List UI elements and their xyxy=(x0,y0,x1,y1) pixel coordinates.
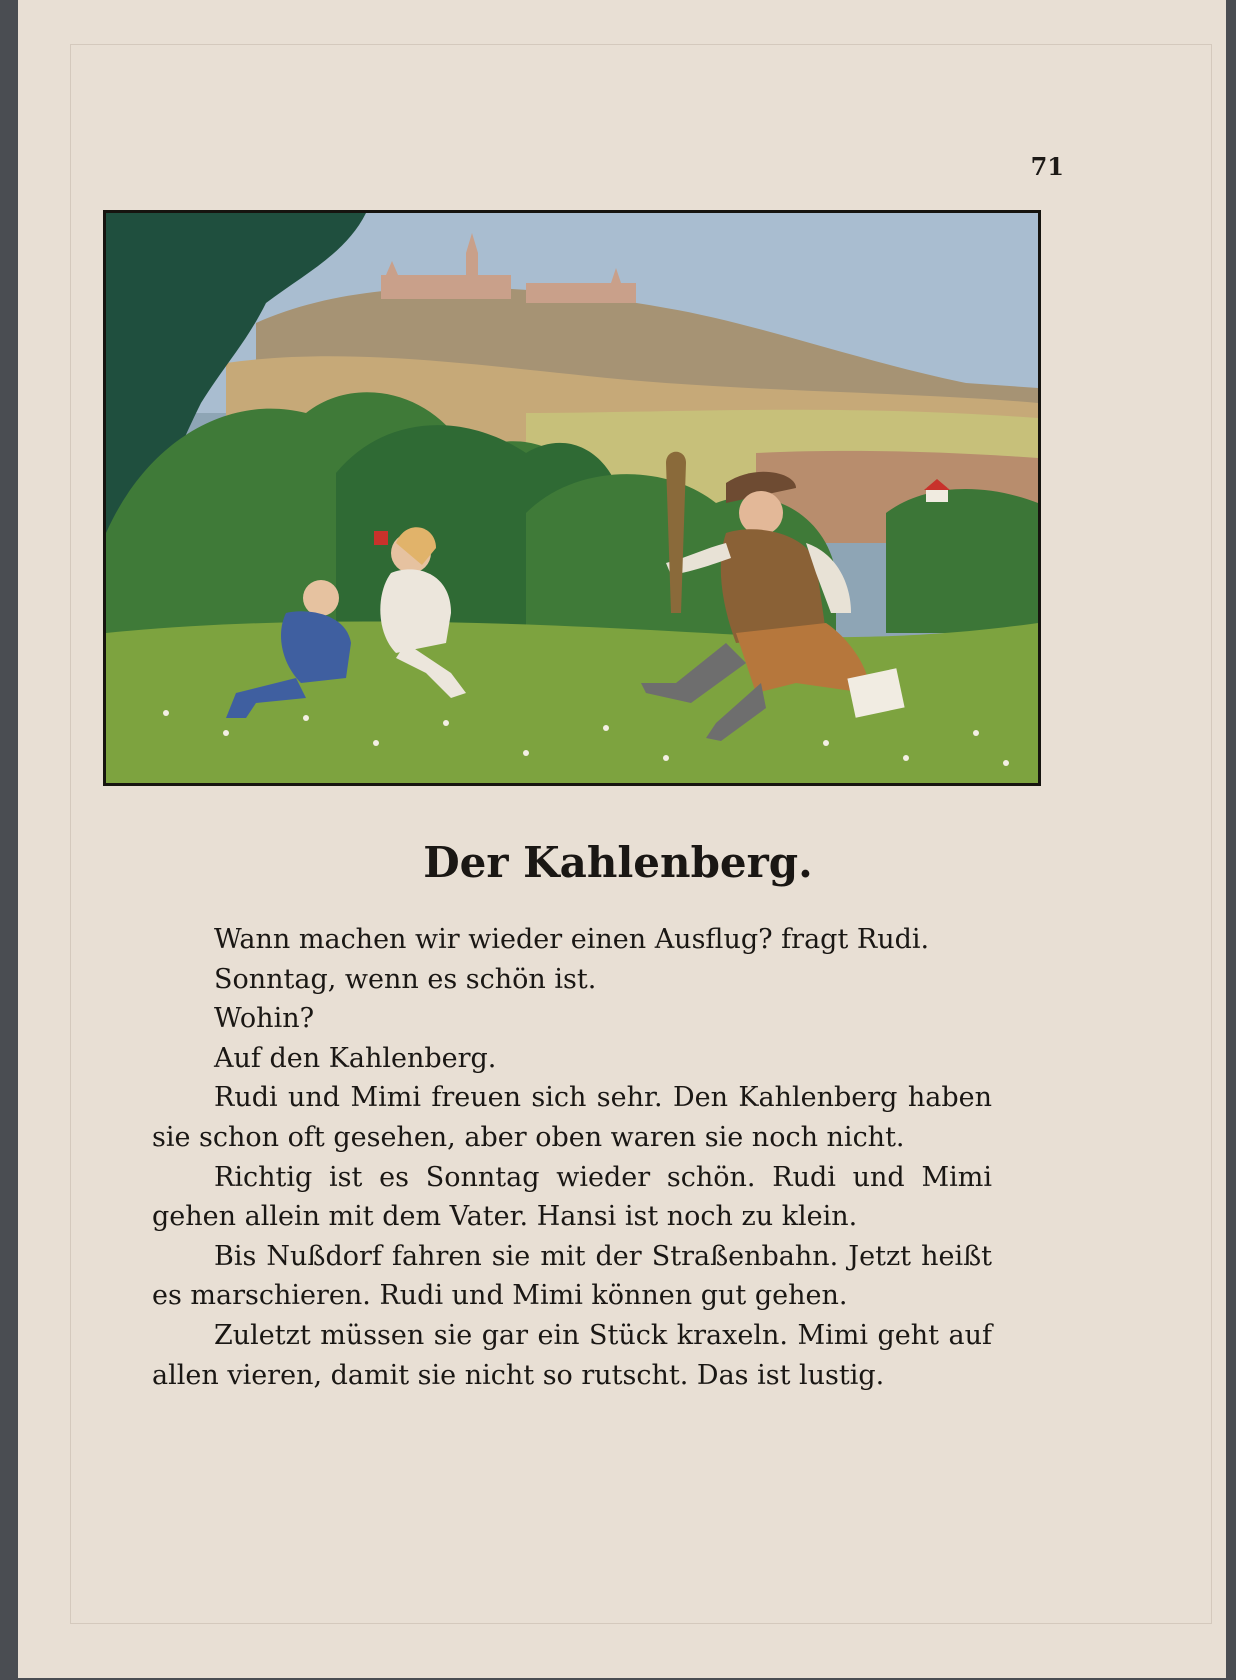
text-line: gehen allein mit dem Vater. Hansi ist noch zu klein. xyxy=(152,1201,858,1233)
article-title: Der Kahlenberg. xyxy=(423,838,813,887)
text-line: Wann machen wir wieder einen Ausflug? fragt Rudi. xyxy=(214,924,930,955)
text-line: Wohin? xyxy=(214,1003,315,1035)
text-line: Auf den Kahlenberg. xyxy=(214,1042,497,1074)
text-line: Rudi und Mimi freuen sich sehr. Den Kahlenberg haben xyxy=(214,1082,992,1114)
text-line: Sonntag, wenn es schön ist. xyxy=(214,963,597,995)
landscape-illustration xyxy=(103,210,1041,786)
text-line: allen vieren, damit sie nicht so rutscht. Das ist lustig. xyxy=(152,1359,885,1391)
article-body xyxy=(152,920,992,1395)
text-line: Zuletzt müssen sie gar ein Stück kraxeln. Mimi geht auf xyxy=(214,1319,992,1351)
text-line: es marschieren. Rudi und Mimi können gut gehen. xyxy=(152,1280,848,1312)
text-line: Bis Nußdorf fahren sie mit der Straßenbahn. Jetzt heißt xyxy=(214,1240,992,1272)
text-line: sie schon oft gesehen, aber oben waren sie noch nicht. xyxy=(152,1121,905,1153)
page-number: 71 xyxy=(1030,152,1064,181)
text-line: Richtig ist es Sonntag wieder schön. Rudi und Mimi xyxy=(214,1161,992,1193)
